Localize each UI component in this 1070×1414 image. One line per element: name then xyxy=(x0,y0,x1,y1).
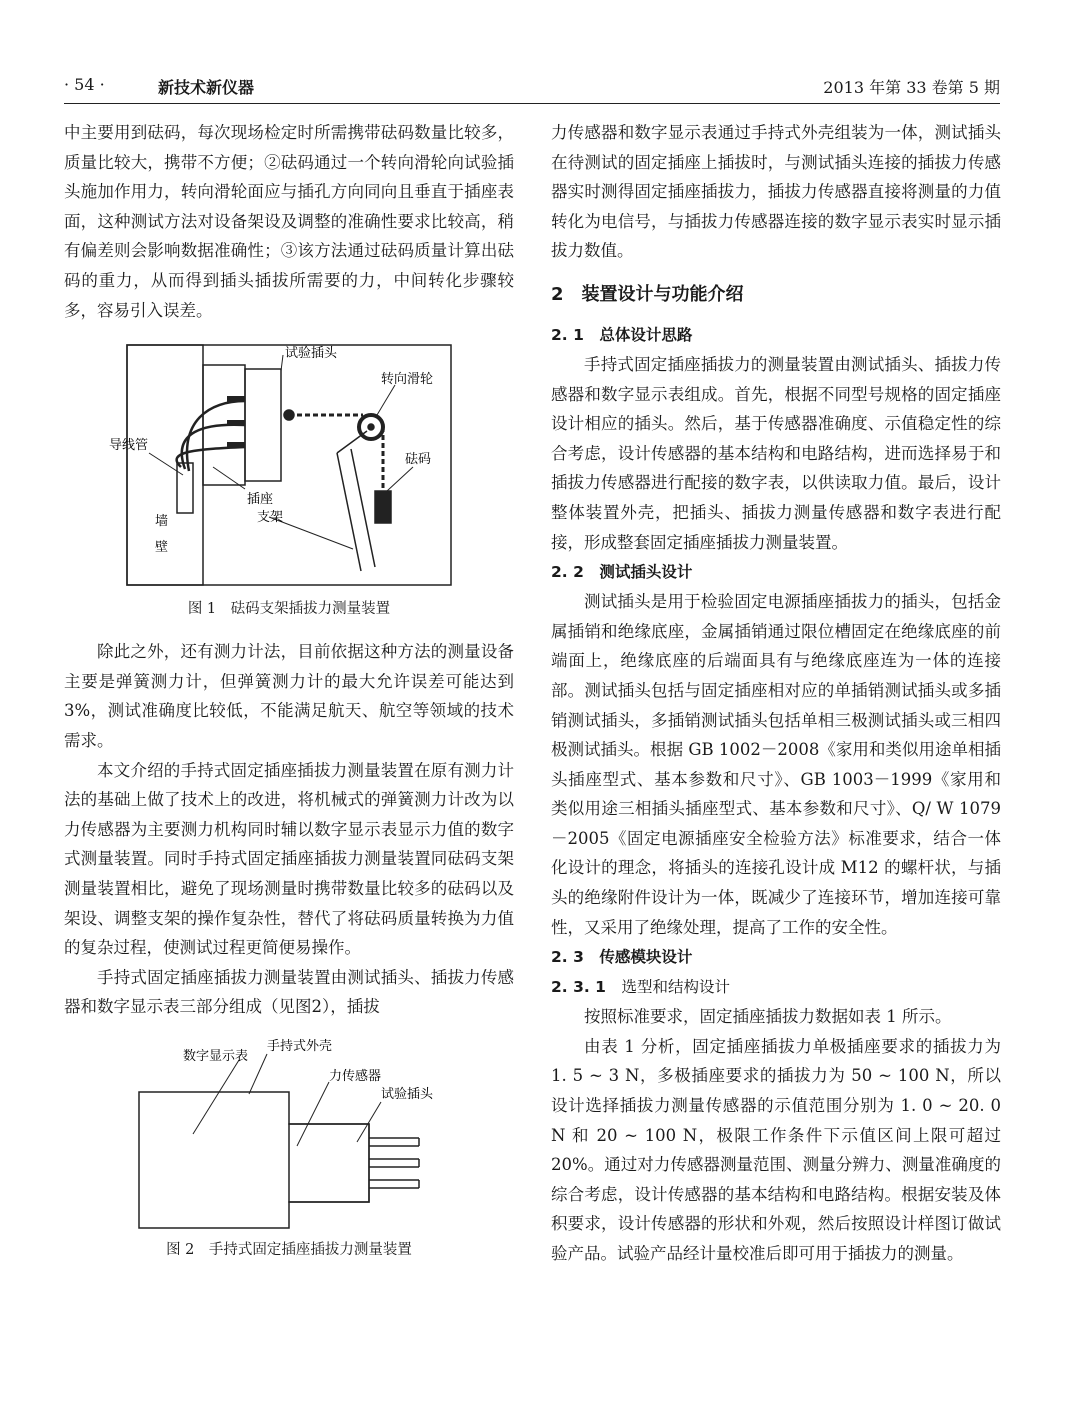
label-wall: 墙 xyxy=(155,514,169,530)
paragraph: 手持式固定插座插拔力的测量装置由测试插头、插拔力传感器和数字显示表组成。首先，根据不同型号规格的固定插座设计相应的插头。然后，基于传感器准确度、示值稳定性的综合考虑，设计传感器的基本结构和电路结构，进而选择易于和插拔力传感器进行配接的数字表，以供读取力值。最后，设计整体装置外壳，把插头、插拔力测量传感器和数字表进行配接，形成整套固定插座插拔力测量装置。 xyxy=(551,354,1001,552)
left-column xyxy=(64,118,514,1262)
section-heading: 2 装置设计与功能介绍 xyxy=(551,283,744,305)
test-plug xyxy=(245,369,281,481)
paragraph: 本文介绍的手持式固定插座插拔力测量装置在原有测力计法的基础上做了技术上的改进，将机械式的弹簧测力计改为以力传感器为主要测力机构同时辅以数字显示表显示力值的数字式测量装置。同时手持式固定插座插拔力测量装置同砝码支架测量装置相比，避免了现场测量时携带数量比较多的砝码以及架设、调整支架的操作复杂性，替代了将砝码质量转换为力值的复杂过程，使测试过程更简便易操作。 xyxy=(64,760,514,958)
page-number: · 54 · xyxy=(64,75,105,94)
label-stand: 支架 xyxy=(257,510,284,526)
weight xyxy=(375,491,391,523)
subsubsection-heading xyxy=(551,972,1001,1002)
running-header xyxy=(64,72,1000,102)
paragraph: 由表 1 分析，固定插座插拔力单极插座要求的插拔力为 1. 5 ~ 3 N，多极插座要求的插拔力为 50 ~ 100 N，所以设计选择插拔力测量传感器的示值范围分别为 1. 0 ~ 20. 0 N 和 20 ~ 100 N，极限工作条件下示值区间上限可超过 20%。通过对力传感器测量范围、测量分辨力、测量准确度的综合考虑，设计传感器的基本结构和电路结构。根据安装及体积要求，设计传感器的形状和外观，然后按照设计样图订做试验产品。试验产品经计量校准后即可用于插拔力的测量。 xyxy=(551,1036,1001,1263)
paragraph: 除此之外，还有测力计法，目前依据这种方法的测量设备主要是弹簧测力计，但弹簧测力计的最大允许误差可能达到 3%，测试准确度比较低，不能满足航天、航空等领域的技术需求。 xyxy=(64,642,514,750)
label-conduit: 导线管 xyxy=(109,438,149,454)
paragraph: 中主要用到砝码，每次现场检定时所需携带砝码数量比较多，质量比较大，携带不方便；②砝码通过一个转向滑轮向试验插头施加作用力，转向滑轮面应与插孔方向同向且垂直于插座表面，这种测试方法对设备架设及调整的准确性要求比较高，稍有偏差则会影响数据准确性；③该方法通过砝码质量计算出砝码的重力，从而得到插头插拔所需要的力，中间转化步骤较多，容易引入误差。 xyxy=(64,123,514,320)
figure-caption: 图 1 砝码支架插拔力测量装置 xyxy=(187,601,391,618)
wire xyxy=(187,401,245,471)
section-title: 新技术新仪器 xyxy=(158,78,255,97)
label-wall: 壁 xyxy=(155,540,169,556)
subsection-heading: 2. 1 总体设计思路 xyxy=(551,325,693,344)
label-sensor: 力传感器 xyxy=(329,1068,382,1084)
weight-stand-diagram xyxy=(109,341,469,591)
heading-number: 2. 3. 1 xyxy=(551,978,606,997)
conduit xyxy=(177,463,193,513)
label-display: 数字显示表 xyxy=(183,1048,249,1064)
header-rule xyxy=(64,103,1000,104)
right-column xyxy=(551,118,1001,1269)
handheld-device-diagram xyxy=(119,1032,459,1232)
figure-caption: 图 2 手持式固定插座插拔力测量装置 xyxy=(166,1241,412,1258)
subsection-heading: 2. 2 测试插头设计 xyxy=(551,563,693,582)
paragraph: 测试插头是用于检验固定电源插座插拔力的插头，包括金属插销和绝缘底座，金属插销通过限位槽固定在绝缘底座的前端面上，绝缘底座的后端面具有与绝缘底座连为一体的连接部。测试插头包括与固定插座相对应的单插销测试插头或多插销测试插头，多插销测试插头包括单相三极测试插头或三相四极测试插头。根据 GB 1002－2008《家用和类似用途单相插头插座型式、基本参数和尺寸》、GB 1003－1999《家用和类似用途三相插头插座型式、基本参数和尺寸》、Q/ W 1079－2005《固定电源插座安全检验方法》标准要求，结合一体化设计的理念，将插头的连接孔设计成 M12 的螺杆状，与插头的绝缘附件设计为一体，既减少了连接环节，增加连接可靠性，又采用了绝缘处理，提高了工作的安全性。 xyxy=(551,592,1001,937)
label-pulley: 转向滑轮 xyxy=(381,372,434,388)
label-test-plug: 试验插头 xyxy=(285,346,338,362)
label-weight: 砝码 xyxy=(405,452,432,468)
paragraph: 力传感器和数字显示表通过手持式外壳组装为一体，测试插头在待测试的固定插座上插拔时，与测试插头连接的插拔力传感器实时测得固定插座插拔力，插拔力传感器直接将测量的力值转化为电信号，与插拔力传感器连接的数字显示表实时显示插拔力数值。 xyxy=(551,123,1001,261)
heading-text: 选型和结构设计 xyxy=(621,978,730,997)
figure-1 xyxy=(64,341,514,621)
display-housing xyxy=(139,1092,369,1228)
figure-2 xyxy=(64,1032,514,1262)
paragraph: 手持式固定插座插拔力测量装置由测试插头、插拔力传感器和数字显示表三部分组成（见图2），插拔 xyxy=(64,967,514,1017)
paragraph: 按照标准要求，固定插座插拔力数据如表 1 所示。 xyxy=(584,1007,952,1027)
label-socket: 插座 xyxy=(247,492,274,508)
label-test-plug: 试验插头 xyxy=(381,1086,434,1102)
force-sensor xyxy=(289,1124,369,1202)
journal-issue: 2013 年第 33 卷第 5 期 xyxy=(823,78,1000,97)
subsection-heading: 2. 3 传感模块设计 xyxy=(551,948,693,967)
label-shell: 手持式外壳 xyxy=(267,1038,333,1054)
